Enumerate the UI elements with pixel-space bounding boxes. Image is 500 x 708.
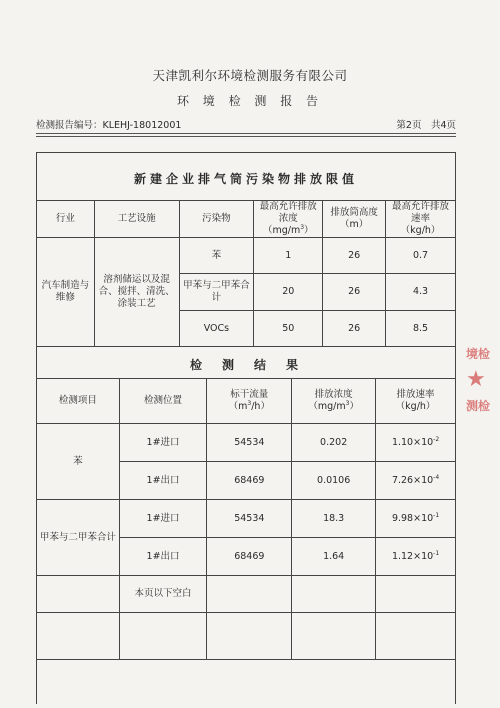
- conc-cell: 1.64: [292, 538, 376, 576]
- max-rate-cell: 4.3: [386, 274, 456, 311]
- location-cell: 1#出口: [119, 538, 207, 576]
- stamp-text-1: 境检: [466, 347, 491, 361]
- table-row: [37, 500, 456, 538]
- star-icon: ★: [466, 367, 486, 392]
- max-rate-cell: 8.5: [386, 311, 456, 347]
- process-cell: 溶剂储运以及混合、搅拌、清洗、涂装工艺: [94, 238, 179, 347]
- report-frame: [36, 152, 456, 704]
- col-header-process: 工艺设施: [94, 201, 179, 238]
- table-row: [37, 576, 456, 613]
- col-header-max-rate: 最高允许排放速率 （kg/h）: [386, 201, 456, 238]
- max-conc-cell: 20: [254, 274, 323, 311]
- flow-cell: 68469: [207, 462, 292, 500]
- rate-cell: $1.12\times 10^{-1}$: [376, 538, 456, 576]
- item-cell: 甲苯与二甲苯合计: [37, 500, 120, 576]
- table-row: [37, 613, 456, 660]
- blank-cell: [37, 613, 120, 660]
- results-header-row: [37, 379, 456, 424]
- location-cell: 1#进口: [119, 500, 207, 538]
- stack-height-cell: 26: [323, 311, 386, 347]
- item-cell: 苯: [37, 424, 120, 500]
- col-header-industry: 行业: [37, 201, 95, 238]
- rate-cell: $1.10\times 10^{-2}$: [376, 424, 456, 462]
- header-rule-2: [36, 136, 456, 137]
- max-conc-cell: 1: [254, 238, 323, 274]
- location-cell: 1#进口: [119, 424, 207, 462]
- rate-cell: $7.26\times 10^{-4}$: [376, 462, 456, 500]
- industry-cell: 汽车制造与维修: [37, 238, 95, 347]
- pollutant-cell: 甲苯与二甲苯合计: [179, 274, 254, 311]
- conc-cell: 0.0106: [292, 462, 376, 500]
- flow-cell: 68469: [207, 538, 292, 576]
- limits-section-title: 新建企业排气筒污染物排放限值: [133, 172, 358, 186]
- conc-cell: 18.3: [292, 500, 376, 538]
- col-header-flow: 标干流量 $(m^3/h)$: [207, 379, 292, 424]
- results-table: [36, 378, 456, 660]
- blank-cell: [37, 576, 120, 613]
- results-section-title: 检 测 结 果: [189, 358, 302, 372]
- table-row: [37, 424, 456, 462]
- max-rate-cell: 0.7: [386, 238, 456, 274]
- col-header-stack-height: 排放筒高度 （m）: [323, 201, 386, 238]
- col-header-pollutant: 污染物: [179, 201, 254, 238]
- limits-header-row: [37, 201, 456, 238]
- table-row: [37, 238, 456, 274]
- blank-cell: [292, 613, 376, 660]
- blank-note-cell: 本页以下空白: [119, 576, 207, 613]
- header-rule-1: [36, 133, 456, 134]
- location-cell: 1#出口: [119, 462, 207, 500]
- stack-height-cell: 26: [323, 274, 386, 311]
- stack-height-cell: 26: [323, 238, 386, 274]
- report-meta-row: [36, 115, 456, 131]
- blank-cell: [119, 613, 207, 660]
- pollutant-cell: VOCs: [179, 311, 254, 347]
- blank-cell: [376, 576, 456, 613]
- col-header-conc: 排放浓度 $(mg/m^3)$: [292, 379, 376, 424]
- max-conc-cell: 50: [254, 311, 323, 347]
- col-header-location: 检测位置: [119, 379, 207, 424]
- blank-cell: [207, 613, 292, 660]
- company-name: 天津凯利尔环境检测服务有限公司: [152, 68, 348, 83]
- col-header-max-conc: 最高允许排放浓度 $(mg/m^3)$: [254, 201, 323, 238]
- seal-stamp: [466, 345, 500, 475]
- col-header-rate: 排放速率 （kg/h）: [376, 379, 456, 424]
- stamp-text-2: 测检: [466, 399, 491, 413]
- col-header-item: 检测项目: [37, 379, 120, 424]
- report-number: 检测报告编号：KLEHJ-18012001: [36, 120, 182, 131]
- flow-cell: 54534: [207, 500, 292, 538]
- pollutant-cell: 苯: [179, 238, 254, 274]
- rate-cell: $9.98\times 10^{-1}$: [376, 500, 456, 538]
- limits-table: [36, 200, 456, 347]
- blank-cell: [207, 576, 292, 613]
- page-info: 第2页 共4页: [396, 120, 456, 131]
- flow-cell: 54534: [207, 424, 292, 462]
- conc-cell: 0.202: [292, 424, 376, 462]
- report-title: 环 境 检 测 报 告: [176, 94, 324, 108]
- blank-cell: [292, 576, 376, 613]
- blank-cell: [376, 613, 456, 660]
